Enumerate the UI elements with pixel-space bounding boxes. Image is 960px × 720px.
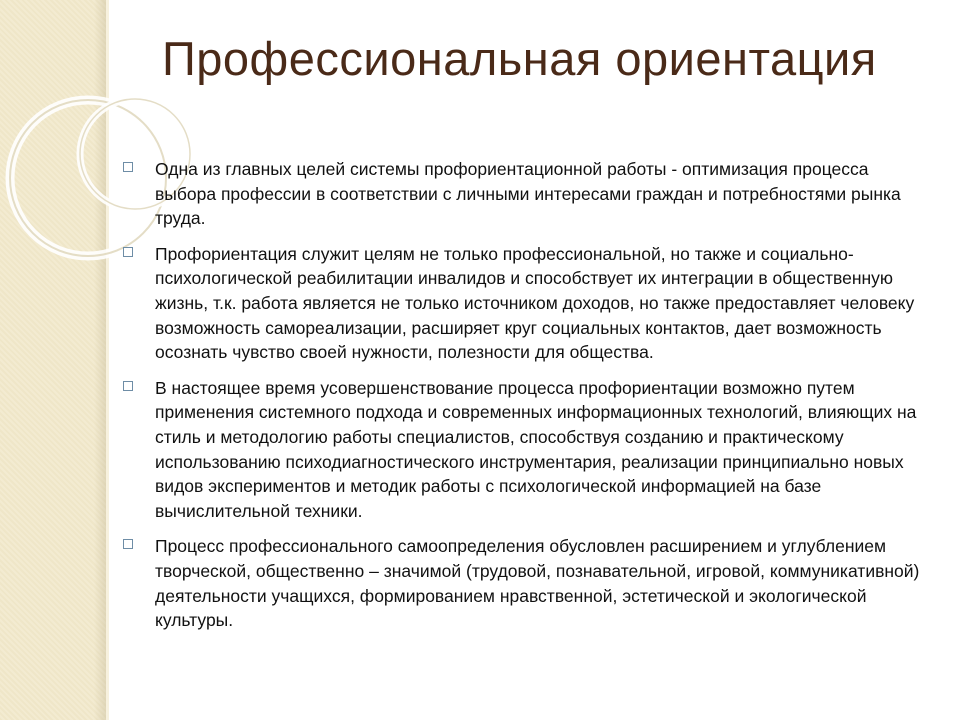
square-bullet-icon [123,247,133,257]
bullet-list [120,157,920,644]
bullet-text: Одна из главных целей системы профориентационной работы - оптимизация процесса выбора профессии в соответствии с личными интересами граждан и потребностями рынка труда. [155,159,901,229]
list-item [120,157,920,231]
list-item [120,242,920,365]
bullet-text: Профориентация служит целям не только профессиональной, но также и социально-психологической реабилитации инвалидов и способствует их интеграции в общественную жизнь, т.к. работа является не только источником доходов, но также предоставляет человеку возможность самореализации, расширяет круг социальных контактов, дает возможность осознать чувство своей нужности, полезности для общества. [155,243,915,363]
list-item [120,376,920,524]
slide-title: Профессиональная ориентация [162,32,877,85]
bullet-text: В настоящее время усовершенствование процесса профориентации возможно путем применения системного подхода и современных информационных технологий, влияющих на стиль и методологию работы специалистов, способствуя созданию и практическому использованию психодиагностического инструментария, реализации принципиально новых видов экспериментов и методик работы с психологической информацией на базе вычислительной техники. [155,377,917,521]
bullet-text: Процесс профессионального самоопределения обусловлен расширением и углублением творческой, общественно – значимой (трудовой, познавательной, игровой, коммуникативной) деятельности учащихся, формированием нравственной, эстетической и экологической культуры. [155,536,920,631]
list-item [120,534,920,632]
square-bullet-icon [123,381,133,391]
square-bullet-icon [123,539,133,549]
square-bullet-icon [123,162,133,172]
